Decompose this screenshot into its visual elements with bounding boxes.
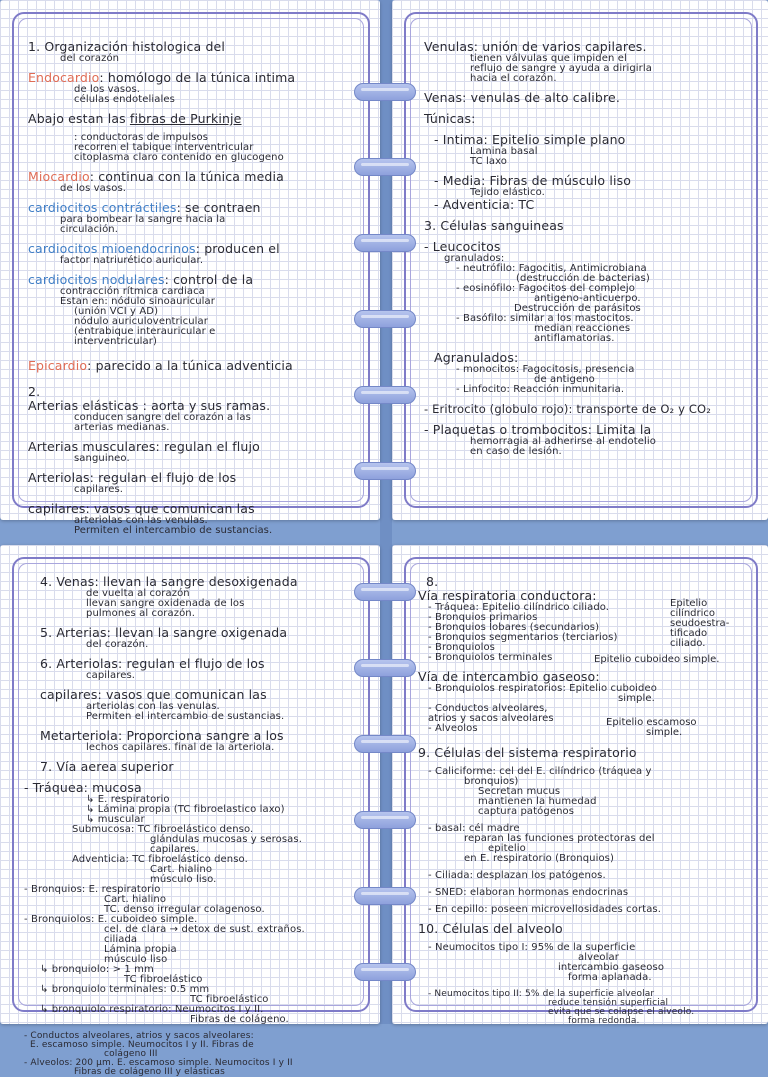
note-line: 4. Venas: llevan la sangre desoxigenada [40,574,298,589]
note-line: Vía de intercambio gaseoso: [418,669,600,684]
note-line: atrios y sacos alveolares [428,713,554,724]
note-line: capilares. [150,844,200,855]
note-text: : control de la [164,272,254,287]
note-line: Secretan mucus [478,786,561,797]
note-line: ciliada [104,934,138,945]
note-text: Abajo estan las [28,111,126,126]
heading-cardiocitos-mioendocrinos: cardiocitos mioendocrinos [28,241,196,256]
note-line: hacia el corazón. [470,73,557,84]
note-line: - Bronquios lobares (secundarios) [428,622,600,633]
note-line: Metarteriola: Proporciona sangre a los [40,728,284,743]
note-line: reparan las funciones protectoras del [464,833,655,844]
note-text: : producen el [195,241,280,256]
note-line: - monocitos: Fagocitosis, presencia [456,364,635,375]
note-text: : se contraen [176,200,261,215]
note-line: recorren el tabique interventricular [74,142,254,153]
note-line: 2. [28,384,41,399]
heading-endocardio: Endocardio [28,70,100,85]
note-line: - Linfocito: Reacción inmunitaria. [456,384,625,395]
note-line: del corazón [60,53,120,64]
note-line: Arterias musculares: regulan el flujo [28,439,260,454]
note-line: 9. Células del sistema respiratorio [418,745,637,760]
note-line: - basal: cél madre [428,823,520,834]
note-line: capilares. [74,484,124,495]
note-line: forma redonda. [568,1016,640,1026]
binder-ring [354,811,416,829]
note-line: : conductoras de impulsos [74,132,209,143]
note-line: para bombear la sangre hacia la [60,214,226,225]
note-line: - Intima: Epitelio simple plano [434,132,626,147]
heading-cardiocitos-nodulares: cardiocitos nodulares [28,272,165,287]
note-text: : continua con la túnica media [89,169,284,184]
binder-ring [354,583,416,601]
note-line: TC. denso irregular colagenoso. [104,904,265,915]
note-line: Permiten el intercambio de sustancias. [74,525,273,536]
note-line: reduce tensión superficial [548,998,669,1008]
note-line: Venulas: unión de varios capilares. [424,39,647,54]
note-line: - Plaquetas o trombocitos: Limita la [424,422,652,437]
note-text: : parecido a la túnica adventicia [87,358,293,373]
note-line [28,242,352,256]
note-line: Túnicas: [424,111,476,126]
note-line: ↳ bronquiolo terminales: 0.5 mm [40,984,210,995]
note-text: : homólogo de la túnica intima [99,70,296,85]
binder-ring [354,887,416,905]
notes-airway [24,574,352,1077]
note-line: simple. [618,693,655,704]
note-line: TC laxo [470,156,508,167]
note-line: granulados: [444,253,505,264]
note-line: arterias medianas. [74,422,170,433]
note-line: 10. Células del alveolo [418,921,563,936]
note-line: Tejido elástico. [470,187,545,198]
note-line: TC fibroelástico [190,994,269,1005]
note-line: en caso de lesión. [470,446,562,457]
note-line: cel. de clara → detox de sust. extraños. [104,924,305,935]
note-line: Cart. hialino [104,894,167,905]
heading-epicardio: Epicardio [28,358,88,373]
note-line: - Media: Fibras de músculo liso [434,173,632,188]
note-line: Estan en: nódulo sinoauricular [60,296,216,307]
note-line: Arterias elásticas : aorta y sus ramas. [28,398,271,413]
note-line: Fibras de colágeno III y elásticas [74,1067,225,1077]
binder-ring [354,386,416,404]
note-line: capilares: vasos que comunican las [28,501,255,516]
note-line: 6. Arteriolas: regulan el flujo de los [40,656,265,671]
note-line: factor natriurético auricular. [60,255,204,266]
note-line: - Caliciforme: cel del E. cilíndrico (tráquea y [428,766,652,777]
note-line: - En cepillo: poseen microvellosidades cortas. [428,904,662,915]
note-line: ↳ E. respiratorio [86,794,170,805]
note-line: 1. Organización histologica del [28,39,225,54]
note-line: 7. Vía aerea superior [40,759,174,774]
note-line: ↳ bronquiolo respiratorio: Neumocitos I y II. [40,1004,264,1015]
binder-ring [354,963,416,981]
note-line: citoplasma claro contenido en glucogeno [74,152,284,163]
note-line [28,273,352,287]
note-line: TC fibroelástico [124,974,203,985]
note-line: colágeno III [104,1049,158,1059]
note-line: 5. Arterias: llevan la sangre oxigenada [40,625,288,640]
note-line: - eosinófilo: Fagocitos del complejo [456,283,635,294]
note-line: - SNED: elaboran hormonas endocrinas [428,887,629,898]
note-line: células endoteliales [74,94,175,105]
note-line: forma aplanada. [568,972,652,983]
note-line: alveolar [578,952,619,963]
note-line: de los vasos. [74,84,141,95]
note-line: Permiten el intercambio de sustancias. [86,711,285,722]
note-line: (destrucción de bacterias) [516,273,650,284]
page-bottom-right [392,545,768,1024]
note-line: - Neumocitos tipo II: 5% de la superficie alveolar [428,989,655,999]
note-line: - Conductos alveolares, [428,703,548,714]
note-line [28,71,352,85]
note-line: - Adventicia: TC [434,197,535,212]
note-text-underlined: fibras de Purkinje [129,111,242,126]
note-line: - Bronquiolos respiratorios: Epitelio cuboideo [428,683,657,694]
note-line: captura patógenos [478,806,575,817]
note-line: ↳ Lámina propia (TC fibroelastico laxo) [86,804,285,815]
note-line: contracción rítmica cardiaca [60,286,205,297]
page-top-right [392,0,768,520]
note-line: - Bronquiolos: E. cuboideo simple. [24,914,198,925]
note-line: 3. Células sanguineas [424,218,564,233]
note-line: de antigeno [534,374,595,385]
note-line: reflujo de sangre y ayuda a dirigirla [470,63,652,74]
binder-ring [354,83,416,101]
note-line: mantienen la humedad [478,796,597,807]
note-line: sanguineo. [74,453,130,464]
note-line: en E. respiratorio (Bronquios) [464,853,614,864]
note-line: - Bronquios: E. respiratorio [24,884,161,895]
note-line: ↳ muscular [86,814,145,825]
note-line: ↳ bronquiolo: > 1 mm [40,964,154,975]
bracket-note: Epitelio escamoso [606,717,697,728]
note-line: - Basófilo: similar a los mastocitos. [456,313,634,324]
binder-ring [354,462,416,480]
note-line: - Alveolos [428,723,478,734]
note-line: de vuelta al corazón [86,588,190,599]
note-line: - Conductos alveolares, atrios y sacos alveolares: [24,1031,254,1041]
binder-ring [354,158,416,176]
bracket-note: Epitelio cuboideo simple. [594,654,720,665]
note-line: Lámina propia [104,944,177,955]
note-line: - Ciliada: desplazan los patógenos. [428,870,606,881]
note-line: - Alveolos: 200 μm. E. escamoso simple. Neumocitos I y II [24,1058,293,1068]
note-line [28,359,352,373]
note-line: arteriolas con las venulas. [74,515,208,526]
note-line: músculo liso. [150,874,217,885]
note-line: Vía respiratoria conductora: [418,588,597,603]
binder-ring [354,310,416,328]
note-line: epitelio [488,843,526,854]
bracket-note: ciliado. [670,638,706,649]
notes-respiratory [418,575,754,1026]
note-line: 8. [426,574,439,589]
bracket-note: seudoestra- [670,618,730,629]
note-line: Fibras de colágeno. [190,1014,289,1025]
note-line: circulación. [60,224,119,235]
bracket-note: tificado [670,628,708,639]
note-line: antigeno-anticuerpo. [534,293,641,304]
note-line: Agranulados: [434,350,519,365]
bracket-note: cilíndrico [670,608,716,619]
note-line: capilares: vasos que comunican las [40,687,267,702]
note-line: tienen válvulas que impiden el [470,53,627,64]
binder-ring [354,659,416,677]
note-line: - Leucocitos [424,239,501,254]
note-line: de los vasos. [60,183,127,194]
note-line: - Neumocitos tipo I: 95% de la superficie [428,942,636,953]
note-line: Adventicia: TC fibroelástico denso. [72,854,248,865]
heading-cardiocitos-contractiles: cardiocitos contráctiles [28,200,177,215]
page-top-left [0,0,380,536]
note-line: (entrabique interauricular e [74,326,216,337]
note-line: - Bronquios segmentarios (terciarios) [428,632,618,643]
note-line: Lamina basal [470,146,538,157]
note-line: bronquios) [464,776,519,787]
note-line: evita que se colapse el alveolo. [548,1007,695,1017]
note-line: - Tráquea: mucosa [24,780,142,795]
page-bottom-left [0,545,380,1077]
note-line: glándulas mucosas y serosas. [150,834,302,845]
note-line: músculo liso [104,954,168,965]
note-line: antiflamatorias. [534,333,615,344]
spine [380,0,392,1024]
bracket-note: simple. [646,727,683,738]
note-line: E. escamoso simple. Neumocitos I y II. Fibras de [30,1040,254,1050]
note-line: Arteriolas: regulan el flujo de los [28,470,237,485]
binder-ring [354,735,416,753]
note-line: arteriolas con las venulas. [86,701,220,712]
note-line [28,112,352,126]
note-line: - Bronquiolos [428,642,495,653]
note-line: - Bronquiolos terminales [428,652,553,663]
notes-blood-cells [424,40,740,457]
note-line: intercambio gaseoso [558,962,665,973]
note-line: Submucosa: TC fibroelástico denso. [72,824,254,835]
note-line: (unión VCI y AD) [74,306,159,317]
note-line: - Bronquios primarios [428,612,538,623]
note-line [28,170,352,184]
note-line: pulmones al corazón. [86,608,196,619]
note-line: interventricular) [74,336,157,347]
notes-heart-vessels [28,40,352,536]
note-line [28,201,352,215]
note-line: Destrucción de parásitos [514,303,641,314]
note-line: nódulo auriculoventricular [74,316,208,327]
binder-ring [354,234,416,252]
heading-miocardio: Miocardio [28,169,90,184]
note-line: conducen sangre del corazón a las [74,412,251,423]
note-line: median reacciones [534,323,631,334]
note-line: Venas: venulas de alto calibre. [424,90,620,105]
note-line: capilares. [86,670,136,681]
note-line: - neutrófilo: Fagocitis, Antimicrobiana [456,263,647,274]
note-line: hemorragia al adherirse al endotelio [470,436,656,447]
note-line: - Tráquea: Epitelio cilíndrico ciliado. [428,602,610,613]
note-line: - Eritrocito (globulo rojo): transporte de O₂ y CO₂ [424,402,712,416]
note-line: del corazón. [86,639,149,650]
note-line: Cart. hialino [150,864,213,875]
note-line: llevan sangre oxidenada de los [86,598,245,609]
note-line: lechos capilares. final de la arteriola. [86,742,275,753]
bracket-note: Epitelio [670,598,708,609]
